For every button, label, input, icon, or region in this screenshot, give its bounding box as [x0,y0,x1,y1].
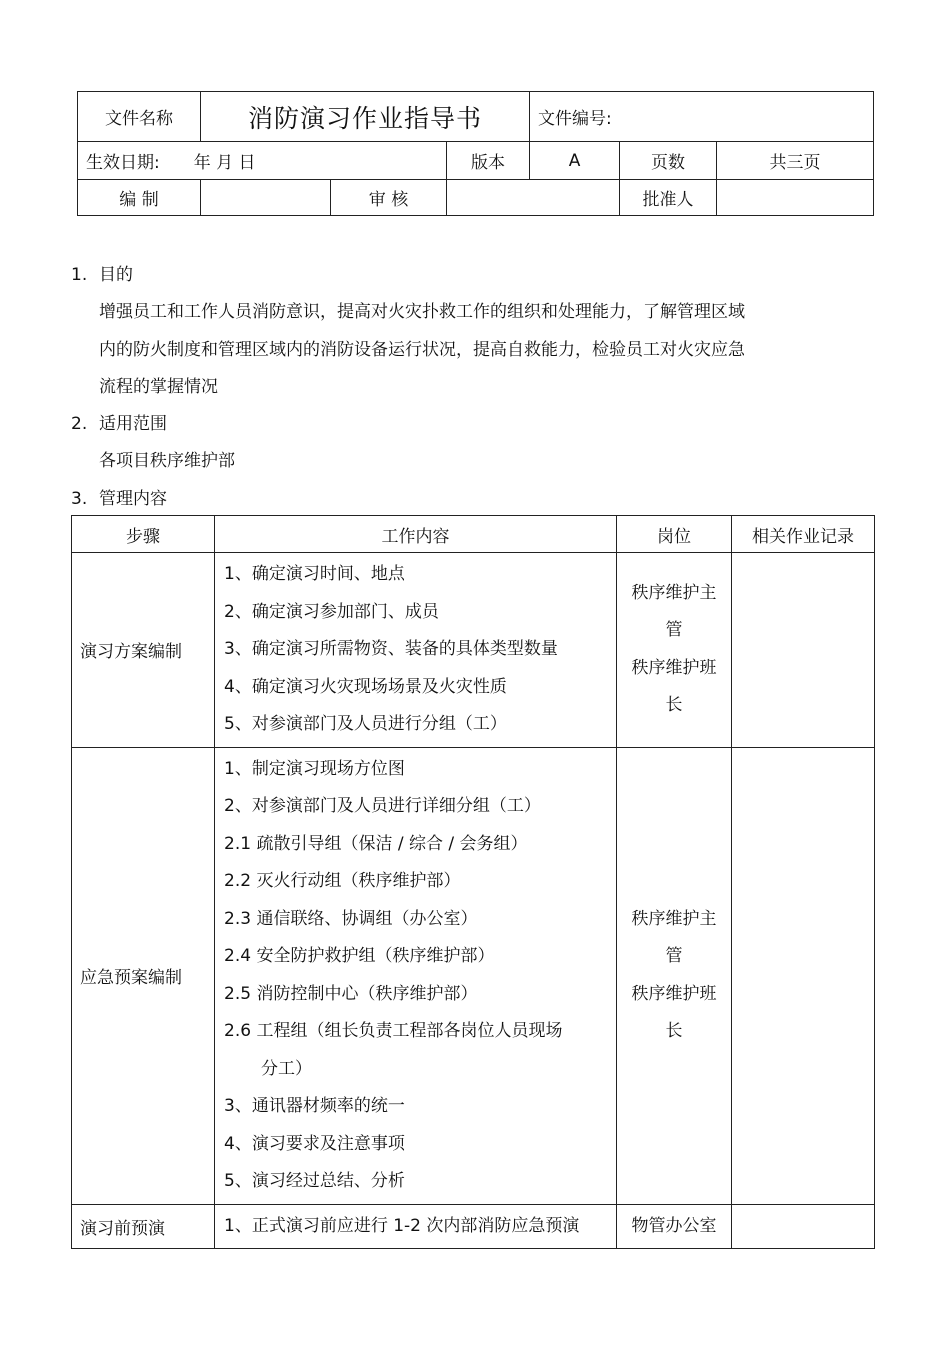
effective-date-label: 生效日期: [86,153,160,173]
section-number: 3. [71,489,88,509]
version-value: A [530,142,620,180]
work-item: 4、确定演习火灾现场场景及火灾性质 [224,676,507,697]
prepared-label: 编 制 [78,180,201,216]
column-header-record: 相关作业记录 [732,516,875,553]
post-line: 秩序维护班 [631,983,717,1004]
work-item: 1、制定演习现场方位图 [224,758,405,779]
paragraph-line: 流程的掌握情况 [99,377,218,397]
post-cell [617,553,732,748]
work-item: 分工） [261,1058,312,1079]
prepared-value [201,180,331,216]
column-header-post: 岗位 [617,516,732,553]
section-number: 1. [71,265,88,285]
table-row [72,747,875,1204]
work-cell [215,1204,617,1249]
post-line: 管 [665,946,683,966]
post-line: 秩序维护主 [631,582,717,603]
post-line: 长 [665,695,683,716]
approver-value [717,180,874,216]
pages-value: 共三页 [717,142,874,180]
section-heading-purpose [71,260,133,285]
work-item: 2.2 灭火行动组（秩序维护部） [224,871,461,891]
work-item: 3、通讯器材频率的统一 [224,1096,405,1116]
section-title: 适用范围 [99,414,167,434]
file-name-label: 文件名称 [78,92,201,142]
file-number-label: 文件编号: [530,92,874,142]
section-title: 管理内容 [99,489,167,509]
approver-label: 批准人 [620,180,717,216]
effective-date-cell [78,142,447,180]
reviewed-label: 审 核 [331,180,447,216]
document-title: 消防演习作业指导书 [201,92,530,142]
effective-date-value: 年 月 日 [193,153,256,173]
work-item: 2.6 工程组（组长负责工程部各岗位人员现场 [224,1021,563,1041]
version-label: 版本 [447,142,530,180]
post-line: 管 [665,620,683,641]
table-row [72,1204,875,1249]
work-item: 5、演习经过总结、分析 [224,1171,405,1191]
step-cell: 演习前预演 [72,1204,215,1249]
work-item: 4、演习要求及注意事项 [224,1133,405,1154]
section-heading-management [71,484,167,509]
reviewed-value [447,180,620,216]
record-cell [732,553,875,748]
column-header-work: 工作内容 [215,516,617,553]
column-header-step: 步骤 [72,516,215,553]
section-heading-scope [71,409,167,434]
step-cell: 演习方案编制 [72,553,215,748]
step-cell: 应急预案编制 [72,747,215,1204]
work-item: 2.3 通信联络、协调组（办公室） [224,908,478,929]
work-cell [215,553,617,748]
work-item: 2、对参演部门及人员进行详细分组（工） [224,796,541,816]
work-item: 5、对参演部门及人员进行分组（工） [224,714,507,734]
post-cell [617,1204,732,1249]
work-item: 3、确定演习所需物资、装备的具体类型数量 [224,639,558,659]
work-item: 2.5 消防控制中心（秩序维护部） [224,983,478,1004]
pages-label: 页数 [620,142,717,180]
work-cell [215,747,617,1204]
post-line: 秩序维护班 [631,657,717,678]
table-row [72,553,875,748]
work-item: 2.1 疏散引导组（保洁 / 综合 / 会务组） [224,833,528,854]
work-item: 1、正式演习前应进行 1-2 次内部消防应急预演 [224,1215,580,1236]
paragraph-line: 增强员工和工作人员消防意识，提高对火灾扑救工作的组织和处理能力，了解管理区域 [99,302,745,322]
paragraph-line: 内的防火制度和管理区域内的消防设备运行状况，提高自救能力，检验员工对火灾应急 [99,340,745,360]
section-title: 目的 [99,265,133,285]
post-cell [617,747,732,1204]
post-line: 长 [665,1021,683,1041]
work-item: 1、确定演习时间、地点 [224,564,405,584]
post-line: 秩序维护主 [631,908,717,929]
work-item: 2.4 安全防护救护组（秩序维护部） [224,946,495,966]
work-item: 2、确定演习参加部门、成员 [224,601,439,622]
management-content-table [71,515,875,1249]
paragraph-line: 各项目秩序维护部 [99,451,235,471]
record-cell [732,1204,875,1249]
post-line: 物管办公室 [631,1215,717,1236]
section-number: 2. [71,414,88,434]
document-header-table [77,91,874,216]
record-cell [732,747,875,1204]
